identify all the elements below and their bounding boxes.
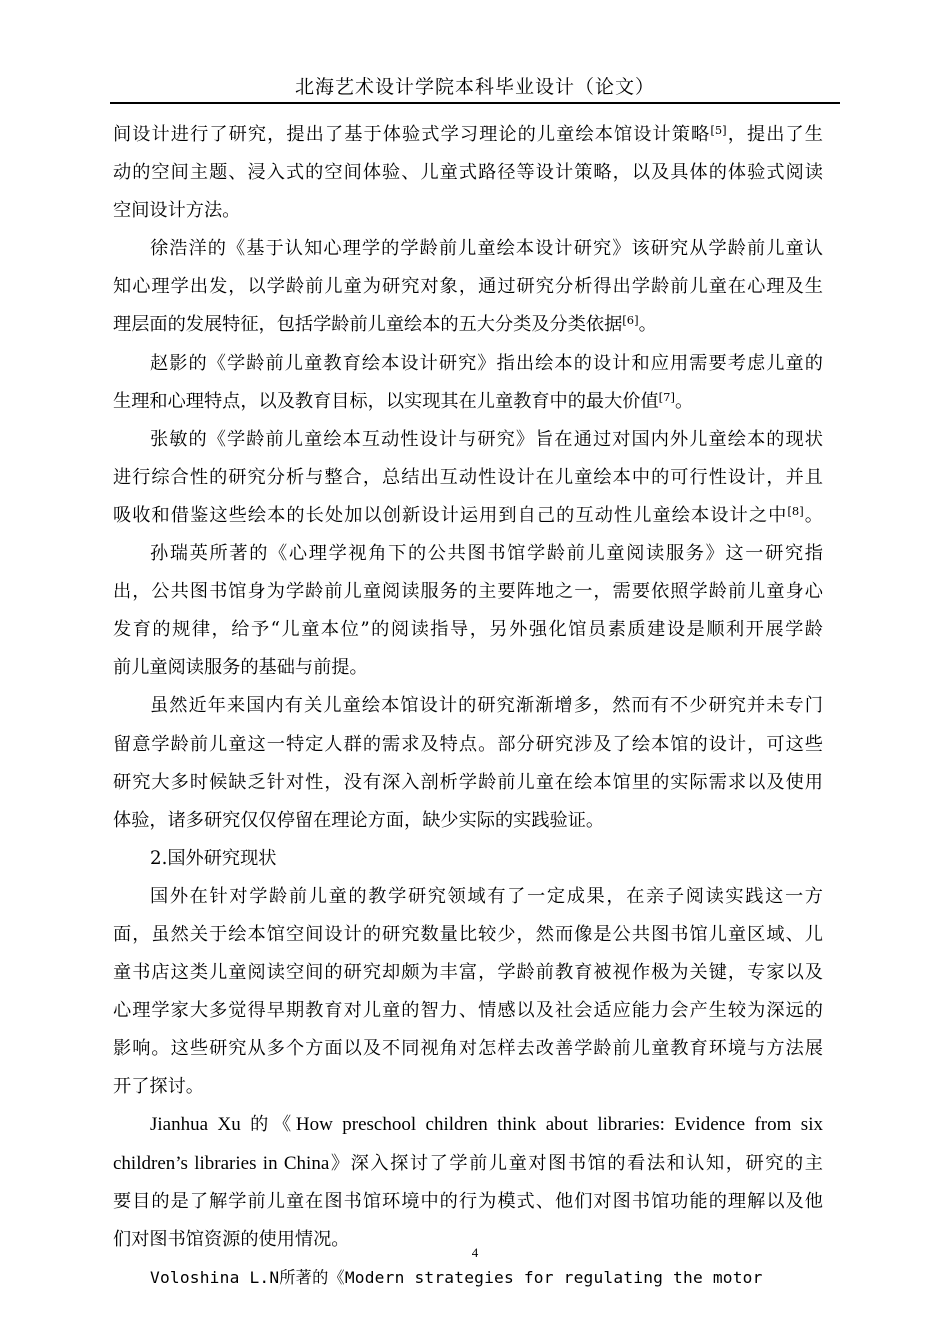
text-run: 开了探讨。 xyxy=(113,1076,204,1098)
text-run: 》深入探讨了学前儿童对图书馆的看法和认知，研究的主 xyxy=(329,1152,823,1174)
citation-ref: [7] xyxy=(658,389,675,404)
citation-ref: [6] xyxy=(622,313,639,328)
text-run: 理层面的发展特征，包括学龄前儿童绘本的五大分类及分类依据 xyxy=(113,314,623,336)
text-line xyxy=(113,116,823,154)
text-run: 吸收和借鉴这些绘本的长处加以创新设计运用到自己的互动性儿童绘本设计之中 xyxy=(113,504,788,526)
text-run: 空间设计方法。 xyxy=(113,200,241,222)
text-run: 体验，诸多研究仅仅停留在理论方面，缺少实际的实践验证。 xyxy=(113,809,605,831)
text-line xyxy=(113,1068,823,1106)
text-run: 。 xyxy=(803,504,823,526)
text-line xyxy=(113,687,823,725)
text-run: 虽然近年来国内有关儿童绘本馆设计的研究渐渐增多，然而有不少研究并未专门 xyxy=(150,695,823,717)
text-run: 面，虽然关于绘本馆空间设计的研究数量比较少，然而像是公共图书馆儿童区域、儿 xyxy=(113,923,823,945)
text-line xyxy=(113,459,823,497)
text-run: 影响。这些研究从多个方面以及不同视角对怎样去改善学龄前儿童教育环境与方法展 xyxy=(113,1038,823,1060)
text-line xyxy=(113,230,823,268)
text-line xyxy=(113,573,823,611)
text-line xyxy=(113,421,823,459)
text-run: 徐浩洋的《基于认知心理学的学龄前儿童绘本设计研究》该研究从学龄前儿童认 xyxy=(150,238,823,260)
text-run: 们对图书馆资源的使用情况。 xyxy=(113,1228,350,1250)
text-line xyxy=(113,1145,823,1183)
citation-ref: [5] xyxy=(710,123,727,137)
text-line xyxy=(113,802,823,840)
text-line xyxy=(113,306,823,344)
text-run: 张敏的《学龄前儿童绘本互动性设计与研究》旨在通过对国内外儿童绘本的现状 xyxy=(150,428,823,450)
text-run: 童书店这类儿童阅读空间的研究却颇为丰富，学龄前教育被视作极为关键，专家以及 xyxy=(113,962,823,984)
latin-text: Jianhua Xu xyxy=(150,1114,251,1136)
text-run: 发育的规律，给予“儿童本位”的阅读指导，另外强化馆员素质建设是顺利开展学龄 xyxy=(113,619,823,641)
text-line xyxy=(113,535,823,573)
text-line xyxy=(113,840,823,878)
text-line xyxy=(113,497,823,535)
text-run: 前儿童阅读服务的基础与前提。 xyxy=(113,657,368,679)
text-run: 生理和心理特点，以及教育目标，以实现其在儿童教育中的最大价值 xyxy=(113,390,659,412)
text-run: ，提出了生 xyxy=(726,124,823,145)
text-line xyxy=(113,192,823,230)
header-rule xyxy=(110,102,840,104)
text-run: Voloshina L.N所著的《Modern strategies for regulating the motor xyxy=(150,1267,763,1287)
text-run: 出，公共图书馆身为学龄前儿童阅读服务的主要阵地之一，需要依照学龄前儿童身心 xyxy=(113,581,823,603)
text-run: 进行综合性的研究分析与整合，总结出互动性设计在儿童绘本中的可行性设计，并且 xyxy=(113,466,823,488)
text-run: 的《 xyxy=(250,1114,296,1136)
text-line xyxy=(113,954,823,992)
text-run: 孙瑞英所著的《心理学视角下的公共图书馆学龄前儿童阅读服务》这一研究指 xyxy=(150,543,823,565)
text-line xyxy=(113,726,823,764)
body-text xyxy=(113,116,823,1297)
text-run: 心理学家大多觉得早期教育对儿童的智力、情感以及社会适应能力会产生较为深远的 xyxy=(113,1000,823,1022)
text-run: 2.国外研究现状 xyxy=(150,847,277,869)
text-run: 要目的是了解学前儿童在图书馆环境中的行为模式、他们对图书馆功能的理解以及他 xyxy=(113,1190,823,1212)
text-run: 。 xyxy=(638,314,657,336)
text-line xyxy=(113,992,823,1030)
text-line xyxy=(113,764,823,802)
text-line xyxy=(113,878,823,916)
page-header-title: 北海艺术设计学院本科毕业设计（论文） xyxy=(294,76,655,98)
citation-ref: [8] xyxy=(787,503,804,518)
latin-text: How preschool children think about libraries: Evidence from six xyxy=(295,1114,823,1136)
text-run: 赵影的《学龄前儿童教育绘本设计研究》指出绘本的设计和应用需要考虑儿童的 xyxy=(150,352,823,374)
text-run: 。 xyxy=(674,390,694,412)
text-line xyxy=(113,1183,823,1221)
text-line xyxy=(113,1106,823,1144)
text-run: 国外在针对学龄前儿童的教学研究领域有了一定成果，在亲子阅读实践这一方 xyxy=(150,885,823,907)
text-run: 研究大多时候缺乏针对性，没有深入剖析学龄前儿童在绘本馆里的实际需求以及使用 xyxy=(113,771,823,793)
text-run: 知心理学出发，以学龄前儿童为研究对象，通过研究分析得出学龄前儿童在心理及生 xyxy=(113,276,823,298)
text-line xyxy=(113,611,823,649)
text-run: 留意学龄前儿童这一特定人群的需求及特点。部分研究涉及了绘本馆的设计，可这些 xyxy=(113,733,823,755)
text-line xyxy=(113,1259,823,1297)
text-run: 动的空间主题、浸入式的空间体验、儿童式路径等设计策略，以及具体的体验式阅读 xyxy=(113,162,823,184)
text-line xyxy=(113,345,823,383)
page-number: 4 xyxy=(471,1245,479,1260)
text-run: 间设计进行了研究，提出了基于体验式学习理论的儿童绘本馆设计策略 xyxy=(113,124,711,145)
text-line xyxy=(113,1030,823,1068)
text-line xyxy=(113,916,823,954)
text-line xyxy=(113,268,823,306)
text-line xyxy=(113,383,823,421)
latin-text: children’s libraries in China xyxy=(113,1152,330,1174)
text-line xyxy=(113,649,823,687)
text-line xyxy=(113,154,823,192)
